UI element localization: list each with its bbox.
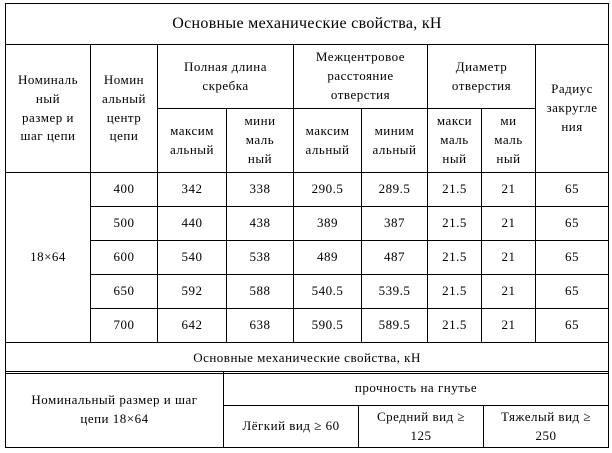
strength-nominal-size: Номинальный размер и шаг цепи 18×64	[6, 372, 224, 448]
cell-diameter-max: 21.5	[428, 275, 482, 309]
strength-header: прочность на гнутье	[224, 372, 609, 406]
cell-distance-max: 540.5	[294, 275, 362, 309]
cell-scraper-max: 642	[158, 309, 227, 343]
cell-distance-min: 487	[362, 241, 428, 275]
header-diameter-min: ми маль ный	[482, 109, 536, 173]
cell-diameter-min: 21	[482, 207, 536, 241]
table-title: Основные механические свойства, кН	[6, 4, 609, 45]
cell-diameter-min: 21	[482, 309, 536, 343]
cell-distance-max: 389	[294, 207, 362, 241]
strength-table	[5, 371, 609, 448]
cell-scraper-min: 538	[227, 241, 294, 275]
cell-diameter-min: 21	[482, 275, 536, 309]
cell-scraper-max: 592	[158, 275, 227, 309]
header-diameter-max: макси маль ный	[428, 109, 482, 173]
cell-scraper-max: 540	[158, 241, 227, 275]
cell-radius: 65	[536, 241, 609, 275]
cell-center: 600	[91, 241, 158, 275]
cell-scraper-min: 338	[227, 173, 294, 207]
header-hole-diameter: Диаметр отверстия	[428, 45, 536, 109]
cell-scraper-min: 588	[227, 275, 294, 309]
header-hole-distance: Межцентровое расстояние отверстия	[294, 45, 428, 109]
cell-center: 700	[91, 309, 158, 343]
table-row	[6, 173, 609, 207]
cell-distance-min: 539.5	[362, 275, 428, 309]
cell-distance-max: 290.5	[294, 173, 362, 207]
cell-radius: 65	[536, 275, 609, 309]
properties-table	[5, 3, 609, 374]
cell-diameter-max: 21.5	[428, 309, 482, 343]
cell-center: 400	[91, 173, 158, 207]
table-row	[6, 207, 609, 241]
strength-heavy: Тяжелый вид ≥ 250	[484, 406, 609, 448]
cell-radius: 65	[536, 309, 609, 343]
cell-diameter-min: 21	[482, 173, 536, 207]
cell-distance-min: 387	[362, 207, 428, 241]
cell-distance-min: 589.5	[362, 309, 428, 343]
cell-distance-max: 590.5	[294, 309, 362, 343]
header-distance-min: миним альный	[362, 109, 428, 173]
second-table-title: Основные механические свойства, кН	[6, 343, 609, 374]
cell-diameter-max: 21.5	[428, 207, 482, 241]
strength-light: Лёгкий вид ≥ 60	[224, 406, 359, 448]
cell-radius: 65	[536, 173, 609, 207]
table-row	[6, 275, 609, 309]
cell-center: 500	[91, 207, 158, 241]
header-scraper-max: максим альный	[158, 109, 227, 173]
cell-scraper-min: 638	[227, 309, 294, 343]
header-scraper-min: мини маль ный	[227, 109, 294, 173]
header-center-distance: Номин альный центр цепи	[91, 45, 158, 173]
nominal-size-value: 18×64	[6, 173, 91, 343]
cell-radius: 65	[536, 207, 609, 241]
cell-diameter-min: 21	[482, 241, 536, 275]
cell-distance-min: 289.5	[362, 173, 428, 207]
header-nominal-size: Номиналь ный размер и шаг цепи	[6, 45, 91, 173]
header-radius: Радиус закругле ния	[536, 45, 609, 173]
cell-scraper-max: 440	[158, 207, 227, 241]
cell-diameter-max: 21.5	[428, 241, 482, 275]
table-row	[6, 241, 609, 275]
header-scraper-length: Полная длина скребка	[158, 45, 294, 109]
header-distance-max: максим альный	[294, 109, 362, 173]
cell-distance-max: 489	[294, 241, 362, 275]
strength-medium: Средний вид ≥ 125	[359, 406, 484, 448]
cell-diameter-max: 21.5	[428, 173, 482, 207]
cell-scraper-max: 342	[158, 173, 227, 207]
cell-scraper-min: 438	[227, 207, 294, 241]
cell-center: 650	[91, 275, 158, 309]
table-row	[6, 309, 609, 343]
